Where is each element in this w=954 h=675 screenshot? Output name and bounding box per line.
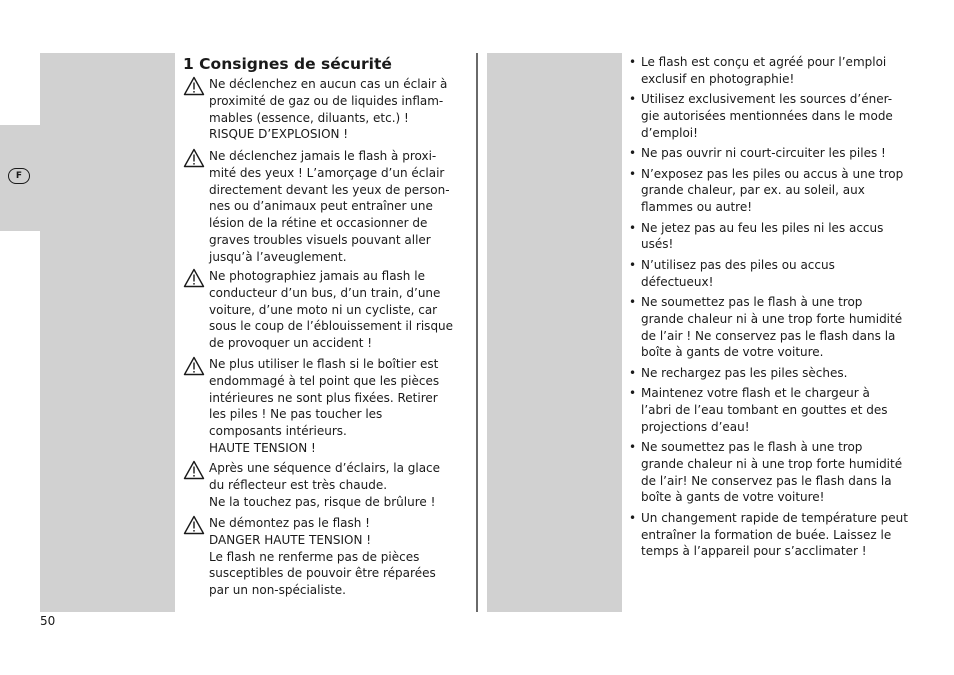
bullet-item	[629, 439, 919, 506]
bullet-text: Ne jetez pas au feu les piles ni les accus usés!	[641, 220, 884, 252]
safety-bullet-list	[629, 54, 919, 564]
right-margin-band	[487, 53, 622, 612]
bullet-symbol: •	[629, 146, 637, 161]
left-margin-band	[40, 53, 175, 612]
bullet-symbol: •	[629, 294, 637, 309]
warning-triangle-icon	[183, 356, 205, 376]
column-divider	[476, 53, 478, 612]
bullet-symbol: •	[629, 92, 637, 107]
warning-triangle-icon	[183, 515, 205, 535]
bullet-symbol: •	[629, 365, 637, 380]
bullet-item	[629, 220, 919, 254]
warning-text: Ne plus utiliser le flash si le boîtier est endommagé à tel point que les pièces intérieures ne sont plus fixées. Retirer les piles ! Ne pas toucher les composants intérieurs. HAUTE TENSION !	[209, 357, 440, 455]
bullet-text: Ne pas ouvrir ni court-circuiter les piles !	[641, 146, 886, 161]
warning-item	[183, 268, 468, 352]
warning-item	[183, 76, 468, 143]
warning-item	[183, 515, 468, 599]
page-title: 1 Consignes de sécurité	[183, 55, 392, 73]
bullet-text: Ne soumettez pas le flash à une trop grande chaleur ni à une trop forte humidité de l’air! Ne conservez pas le flash dans la boîte à gants de votre voiture!	[641, 440, 903, 505]
warning-text: Ne déclenchez en aucun cas un éclair à proximité de gaz ou de liquides inflam- mables (essence, diluants, etc.) ! RISQUE D’EXPLOSION !	[209, 77, 448, 142]
bullet-text: Ne rechargez pas les piles sèches.	[641, 365, 848, 380]
bullet-text: Maintenez votre flash et le chargeur à l’abri de l’eau tombant en gouttes et des projections d’eau!	[641, 386, 888, 434]
bullet-symbol: •	[629, 55, 637, 69]
bullet-item	[629, 385, 919, 435]
language-badge: F	[8, 168, 30, 184]
bullet-symbol: •	[629, 440, 637, 455]
bullet-text: N’utilisez pas des piles ou accus défectueux!	[641, 257, 835, 289]
bullet-text: Un changement rapide de température peut entraîner la formation de buée. Laissez le temps à l’appareil pour s’acclimater !	[641, 510, 908, 559]
bullet-text: N’exposez pas les piles ou accus à une trop grande chaleur, par ex. au soleil, aux flammes ou autre!	[641, 166, 904, 215]
warning-triangle-icon	[183, 460, 205, 480]
warning-triangle-icon	[183, 148, 205, 168]
bullet-item	[629, 257, 919, 291]
bullet-symbol: •	[629, 386, 637, 401]
bullet-symbol: •	[629, 257, 637, 272]
warning-text: Ne photographiez jamais au flash le conducteur d’un bus, d’un train, d’une voiture, d’une moto ni un cycliste, car sous le coup de l’éblouissement il risque de provoquer un accident !	[209, 269, 454, 351]
bullet-item	[629, 145, 919, 162]
warning-triangle-icon	[183, 76, 205, 96]
warning-item	[183, 460, 468, 510]
warning-text: Ne démontez pas le flash ! DANGER HAUTE TENSION ! Le flash ne renferme pas de pièces susceptibles de pouvoir être réparées par un non-spécialiste.	[209, 516, 436, 598]
bullet-symbol: •	[629, 166, 637, 181]
bullet-text: Utilisez exclusivement les sources d’éner- gie autorisées mentionnées dans le mode d’emploi!	[641, 92, 893, 140]
warning-item	[183, 148, 468, 266]
bullet-item	[629, 365, 919, 382]
page-number: 50	[40, 614, 56, 628]
bullet-item	[629, 54, 919, 88]
bullet-text: Le flash est conçu et agréé pour l’emploi exclusif en photographie!	[641, 55, 887, 86]
bullet-item	[629, 166, 919, 216]
bullet-text: Ne soumettez pas le flash à une trop grande chaleur ni à une trop forte humidité de l’air ! Ne conservez pas le flash dans la boîte à gants de votre voiture.	[641, 294, 903, 360]
bullet-item	[629, 294, 919, 361]
bullet-symbol: •	[629, 510, 637, 525]
warning-text: Ne déclenchez jamais le flash à proxi- mité des yeux ! L’amorçage d’un éclair directement devant les yeux de person- nes ou d’animaux peut entraîner une lésion de la rétine et occasionner de graves troubles visuels pouvant aller jusqu’à l’aveuglement.	[209, 149, 450, 264]
bullet-item	[629, 91, 919, 141]
bullet-symbol: •	[629, 220, 637, 235]
warning-text: Après une séquence d’éclairs, la glace du réflecteur est très chaude. Ne la touchez pas, risque de brûlure !	[209, 461, 441, 509]
bullet-item	[629, 510, 919, 560]
warning-item	[183, 356, 468, 457]
warning-triangle-icon	[183, 268, 205, 288]
